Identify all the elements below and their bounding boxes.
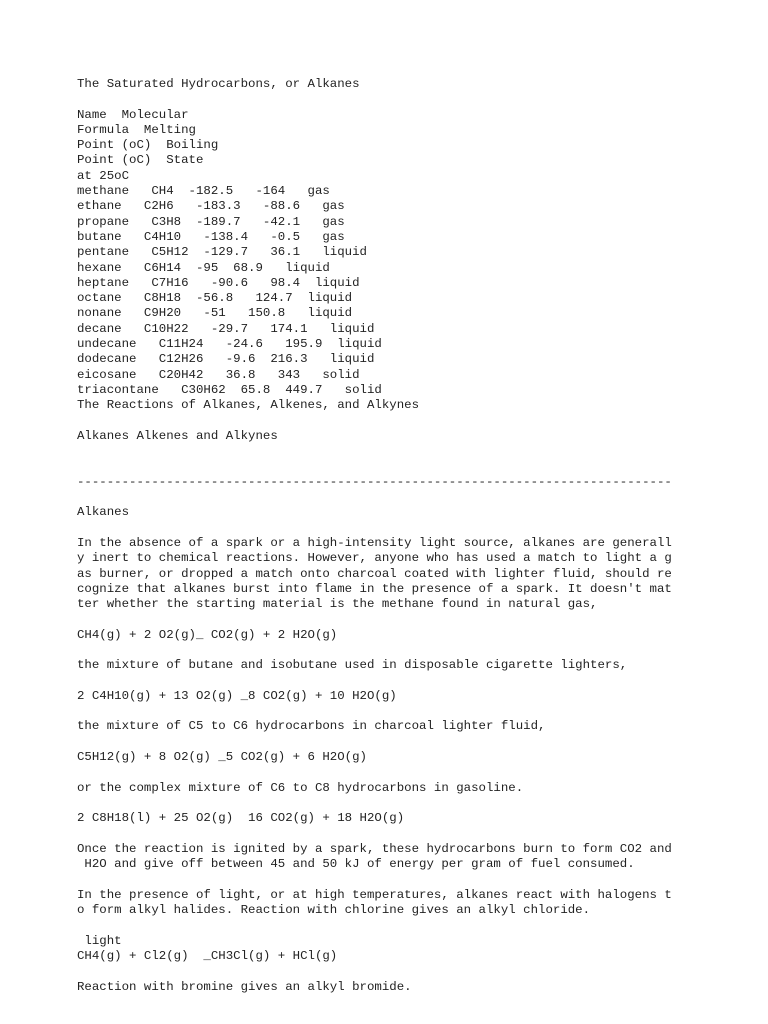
- text-line: CH4(g) + Cl2(g) _CH3Cl(g) + HCl(g): [77, 948, 338, 963]
- text-line: eicosane C20H42 36.8 343 solid: [77, 367, 360, 382]
- text-line: Reaction with bromine gives an alkyl bromide.: [77, 979, 412, 994]
- text-line: at 25oC: [77, 168, 130, 183]
- text-line: the mixture of butane and isobutane used in disposable cigarette lighters,: [77, 658, 628, 673]
- text-line: heptane C7H16 -90.6 98.4 liquid: [77, 275, 360, 290]
- text-line: The Saturated Hydrocarbons, or Alkanes: [77, 77, 360, 91]
- text-line: Formula Melting: [77, 122, 196, 137]
- text-line: nonane C9H20 -51 150.8 liquid: [77, 306, 353, 321]
- text-line: Alkanes: [77, 505, 130, 520]
- text-line: y inert to chemical reactions. However, anyone who has used a match to light a g: [77, 551, 672, 566]
- text-line: [77, 765, 757, 780]
- text-line: CH4(g) + 2 O2(g)_ CO2(g) + 2 H2O(g): [77, 627, 338, 642]
- text-line: H2O and give off between 45 and 50 kJ of energy per gram of fuel consumed.: [77, 857, 635, 872]
- text-line: ter whether the starting material is the methane found in natural gas,: [77, 597, 598, 612]
- text-line: [77, 459, 757, 474]
- text-line: pentane C5H12 -129.7 36.1 liquid: [77, 245, 367, 260]
- text-line: In the absence of a spark or a high-intensity light source, alkanes are generall: [77, 535, 672, 550]
- text-line: Point (oC) Boiling: [77, 138, 219, 153]
- text-line: Point (oC) State: [77, 153, 204, 168]
- text-line: [77, 444, 757, 459]
- text-line: In the presence of light, or at high temperatures, alkanes react with halogens t: [77, 887, 672, 902]
- text-line: [77, 414, 757, 429]
- text-line: [77, 92, 757, 107]
- text-line: Alkanes Alkenes and Alkynes: [77, 428, 278, 443]
- text-line: Name Molecular: [77, 107, 189, 122]
- text-line: or the complex mixture of C6 to C8 hydrocarbons in gasoline.: [77, 780, 524, 795]
- text-line: [77, 872, 757, 887]
- text-line: [77, 674, 757, 689]
- text-line: The Reactions of Alkanes, Alkenes, and Alkynes: [77, 398, 420, 413]
- text-line: [77, 643, 757, 658]
- text-line: ethane C2H6 -183.3 -88.6 gas: [77, 199, 345, 214]
- text-line: as burner, or dropped a match onto charcoal coated with lighter fluid, should re: [77, 566, 672, 581]
- text-line: decane C10H22 -29.7 174.1 liquid: [77, 321, 375, 336]
- text-line: dodecane C12H26 -9.6 216.3 liquid: [77, 352, 375, 367]
- text-line: methane CH4 -182.5 -164 gas: [77, 184, 330, 199]
- text-line: propane C3H8 -189.7 -42.1 gas: [77, 214, 345, 229]
- text-line: [77, 735, 757, 750]
- text-line: [77, 490, 757, 505]
- text-line: [77, 796, 757, 811]
- text-line: Once the reaction is ignited by a spark, these hydrocarbons burn to form CO2 and: [77, 841, 672, 856]
- document-body: [77, 77, 757, 995]
- text-line: [77, 964, 757, 979]
- text-line: o form alkyl halides. Reaction with chlorine gives an alkyl chloride.: [77, 903, 591, 918]
- text-line: the mixture of C5 to C6 hydrocarbons in charcoal lighter fluid,: [77, 719, 546, 734]
- text-line: hexane C6H14 -95 68.9 liquid: [77, 260, 330, 275]
- text-line: undecane C11H24 -24.6 195.9 liquid: [77, 337, 382, 352]
- text-line: [77, 827, 757, 842]
- text-line: [77, 612, 757, 627]
- text-line: [77, 704, 757, 719]
- text-line: --------------------------------------------------------------------------------: [77, 474, 672, 489]
- text-line: [77, 521, 757, 536]
- text-line: [77, 918, 757, 933]
- text-line: octane C8H18 -56.8 124.7 liquid: [77, 291, 353, 306]
- text-line: light: [77, 933, 122, 948]
- text-line: cognize that alkanes burst into flame in the presence of a spark. It doesn't mat: [77, 581, 672, 596]
- text-line: C5H12(g) + 8 O2(g) _5 CO2(g) + 6 H2O(g): [77, 750, 367, 765]
- text-line: triacontane C30H62 65.8 449.7 solid: [77, 382, 382, 397]
- text-line: butane C4H10 -138.4 -0.5 gas: [77, 229, 345, 244]
- text-line: 2 C4H10(g) + 13 O2(g) _8 CO2(g) + 10 H2O(g): [77, 688, 397, 703]
- text-line: 2 C8H18(l) + 25 O2(g) 16 CO2(g) + 18 H2O(g): [77, 811, 405, 826]
